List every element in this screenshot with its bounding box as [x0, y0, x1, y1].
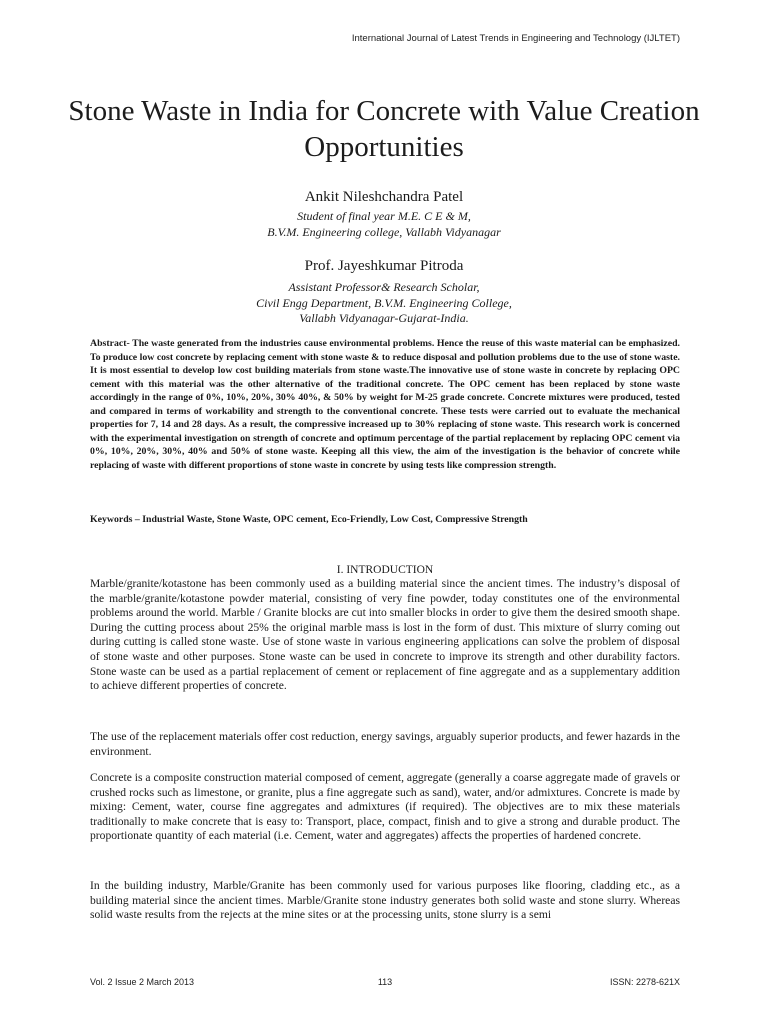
author-affiliation-line: Student of final year M.E. C E & M,	[297, 209, 471, 223]
abstract: Abstract- The waste generated from the industries cause environmental problems. Hence the reuse of this waste material can be emphasized. To produce low cost concrete by replacing cement with stone waste & to reduce disposal and pollution problems due to the use of stone waste. It is most essential to develop low cost building materials from stone waste.The innovative use of stone waste in concrete by replacing OPC cement with this material was the other alternative of the traditional concrete. The OPC cement has been replaced by stone waste accordingly in the range of 0%, 10%, 20%, 30% 40%, & 50% by weight for M-25 grade concrete. Concrete mixtures were produced, tested and compared in terms of workability and strength to the conventional concrete. These tests were carried out to evaluate the mechanical properties for 7, 14 and 28 days. As a result, the compressive increased up to 30% replacing of stone waste. This research work is concerned with the experimental investigation on strength of concrete and optimum percentage of the partial replacement by replacing OPC cement via 0%, 10%, 20%, 30%, 40% and 50% of stone waste. Keeping all this view, the aim of the investigation is the behavior of concrete while replacing of waste with different proportions of stone waste in concrete by using tests like compression strength.	[90, 338, 680, 471]
author-affiliation-line: Vallabh Vidyanagar-Gujarat-India.	[299, 311, 469, 325]
author-name: Ankit Nileshchandra Patel	[304, 189, 464, 205]
body-paragraph: The use of the replacement materials offer cost reduction, energy savings, arguably superior products, and fewer hazards in the environment.	[90, 730, 680, 758]
body-paragraph: Concrete is a composite construction material composed of cement, aggregate (generally a coarse aggregate made of gravels or crushed rocks such as limestone, or granite, plus a fine aggregate such as sand), water, and/or admixtures. Concrete is made by mixing: Cement, water, course fine aggregates and admixtures (if required). The objectives are to mix these materials traditionally to make concrete that is easy to: Transport, place, compact, finish and to give a strong and durable product. The proportionate quantity of each material (i.e. Cement, water and aggregates) affects the properties of hardened concrete.	[90, 771, 680, 843]
author-affiliation-line: Civil Engg Department, B.V.M. Engineering College,	[256, 295, 512, 310]
paper-title: Stone Waste in India for Concrete with Value Creation Opportunities	[68, 95, 700, 163]
page-footer	[90, 977, 680, 991]
author-name: Prof. Jayeshkumar Pitroda	[304, 258, 464, 274]
footer-page-number: 113	[377, 977, 393, 987]
footer-volume: Vol. 2 Issue 2 March 2013	[90, 977, 195, 987]
author-block-2	[100, 257, 668, 327]
keywords: Keywords – Industrial Waste, Stone Waste, OPC cement, Eco-Friendly, Low Cost, Compressive Strength	[90, 514, 528, 525]
body-paragraph: In the building industry, Marble/Granite has been commonly used for various purposes like flooring, cladding etc., as a building material since the ancient times. Marble/Granite stone industry generates both solid waste and stone slurry. Whereas solid waste results from the rejects at the mine sites or at the processing units, stone slurry is a semi	[90, 879, 680, 922]
journal-header: International Journal of Latest Trends in Engineering and Technology (IJLTET)	[351, 33, 680, 44]
section-heading-introduction: I. INTRODUCTION	[336, 564, 434, 576]
author-affiliation-line: Assistant Professor& Research Scholar,	[288, 280, 480, 294]
author-affiliation-line: B.V.M. Engineering college, Vallabh Vidyanagar	[267, 224, 501, 239]
body-paragraph: Marble/granite/kotastone has been commonly used as a building material since the ancient times. The industry’s disposal of the marble/granite/kotastone powder material, consisting of very fine powder, today constitutes one of the environmental problems around the world. Marble / Granite blocks are cut into smaller blocks in order to give them the desired smooth shape. During the cutting process about 25% the original marble mass is lost in the form of dust. This mixture of slurry coming out during cutting is called stone waste. Use of stone waste in various engineering applications can solve the problem of disposal of stone waste and other purposes. Stone waste can be used in concrete to improve its strength and other durability factors. Stone waste can be used as a partial replacement of cement or replacement of fine aggregate and as a supplementary addition to achieve different properties of concrete.	[90, 577, 680, 693]
footer-issn: ISSN: 2278-621X	[609, 977, 680, 987]
author-block-1	[100, 188, 668, 240]
